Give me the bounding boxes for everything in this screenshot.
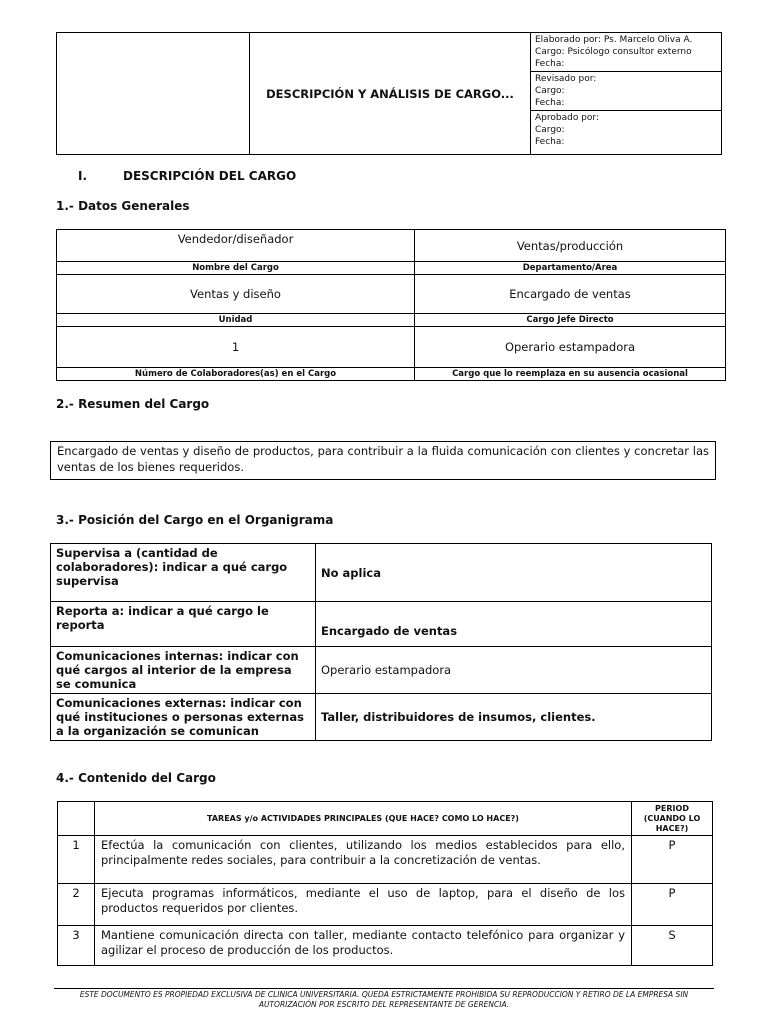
- resumen-heading: 2.- Resumen del Cargo: [56, 397, 210, 411]
- elaborado-block: [531, 33, 722, 72]
- footer-line-2: AUTORIZACIÓN POR ESCRITO DEL REPRESENTANTE DE GERENCIA.: [258, 1000, 510, 1009]
- elaborado-por: Elaborado por: Ps. Marcelo Oliva A.: [535, 35, 693, 45]
- document-title: DESCRIPCIÓN Y ANÁLISIS DE CARGO...: [250, 33, 531, 155]
- footer-notice: [54, 990, 714, 1010]
- org-answer: No aplica: [316, 544, 712, 602]
- org-answer: Operario estampadora: [316, 647, 712, 694]
- jefe-label: Cargo Jefe Directo: [415, 314, 726, 327]
- row-task: Mantiene comunicación directa con taller, mediante contacto telefónico para organizar y agilizar el proceso de producción de los productos.: [95, 926, 632, 966]
- departamento-label: Departamento/Area: [415, 262, 726, 275]
- organigrama-heading: 3.- Posición del Cargo en el Organigrama: [56, 513, 334, 527]
- colaboradores-value: 1: [57, 327, 415, 368]
- org-question: Reporta a: indicar a qué cargo le reporta: [51, 602, 316, 647]
- reemplazo-label: Cargo que lo reemplaza en su ausencia ocasional: [415, 368, 726, 381]
- footer-line-1: ESTE DOCUMENTO ES PROPIEDAD EXCLUSIVA DE CLINICA UNIVERSITARIA. QUEDA ESTRICTAMENTE PROHIBIDA SU REPRODUCCION Y RETIRO DE LA EMPRESA SIN: [79, 990, 689, 999]
- footer-divider: [54, 988, 714, 989]
- row-period: P: [632, 884, 713, 926]
- row-number: 3: [58, 926, 95, 966]
- org-answer: Taller, distribuidores de insumos, clientes.: [316, 694, 712, 741]
- elaborado-cargo: Cargo: Psicólogo consultor externo: [535, 47, 692, 57]
- org-question: Supervisa a (cantidad de colaboradores): indicar a qué cargo supervisa: [51, 544, 316, 602]
- unidad-value: Ventas y diseño: [57, 275, 415, 314]
- col-number-header: [58, 802, 95, 836]
- section-number: I.: [78, 169, 88, 183]
- revisado-cargo: Cargo:: [535, 86, 565, 96]
- revisado-block: [531, 72, 722, 111]
- row-task: Efectúa la comunicación con clientes, utilizando los medios establecidos para ello, principalmente redes sociales, para contribuir a la concretización de ventas.: [95, 836, 632, 884]
- aprobado-block: [531, 111, 722, 155]
- org-answer: Encargado de ventas: [316, 602, 712, 647]
- row-task: Ejecuta programas informáticos, mediante el uso de laptop, para el diseño de los productos requeridos por clientes.: [95, 884, 632, 926]
- organigrama-table: [50, 543, 712, 741]
- datos-generales-heading: 1.- Datos Generales: [56, 199, 190, 213]
- colaboradores-label: Número de Colaboradores(as) en el Cargo: [57, 368, 415, 381]
- aprobado-fecha: Fecha:: [535, 137, 565, 147]
- table-row: [58, 926, 713, 966]
- nombre-cargo-value: Vendedor/diseñador: [57, 230, 415, 262]
- nombre-cargo-label: Nombre del Cargo: [57, 262, 415, 275]
- jefe-value: Encargado de ventas: [415, 275, 726, 314]
- table-row: [58, 884, 713, 926]
- aprobado-por: Aprobado por:: [535, 113, 599, 123]
- org-question: Comunicaciones internas: indicar con qué cargos al interior de la empresa se comunica: [51, 647, 316, 694]
- col-tareas-header: TAREAS y/o ACTIVIDADES PRINCIPALES (QUE HACE? COMO LO HACE?): [95, 802, 632, 836]
- row-period: P: [632, 836, 713, 884]
- elaborado-fecha: Fecha:: [535, 59, 565, 69]
- row-number: 2: [58, 884, 95, 926]
- document-header: [56, 32, 722, 155]
- logo-area: [57, 33, 250, 155]
- row-period: S: [632, 926, 713, 966]
- revisado-por: Revisado por:: [535, 74, 597, 84]
- reemplazo-value: Operario estampadora: [415, 327, 726, 368]
- contenido-heading: 4.- Contenido del Cargo: [56, 771, 216, 785]
- revisado-fecha: Fecha:: [535, 98, 565, 108]
- aprobado-cargo: Cargo:: [535, 125, 565, 135]
- table-row: [58, 836, 713, 884]
- row-number: 1: [58, 836, 95, 884]
- departamento-value: Ventas/producción: [415, 230, 726, 262]
- datos-generales-table: [56, 229, 726, 381]
- org-question: Comunicaciones externas: indicar con qué instituciones o personas externas a la organización se comunican: [51, 694, 316, 741]
- unidad-label: Unidad: [57, 314, 415, 327]
- contenido-table: [57, 801, 713, 966]
- resumen-text: Encargado de ventas y diseño de productos, para contribuir a la fluida comunicación con clientes y concretar las ventas de los bienes requeridos.: [50, 441, 716, 480]
- col-periodo-header: PERIOD (CUANDO LO HACE?): [632, 802, 713, 836]
- section-title: DESCRIPCIÓN DEL CARGO: [123, 169, 297, 183]
